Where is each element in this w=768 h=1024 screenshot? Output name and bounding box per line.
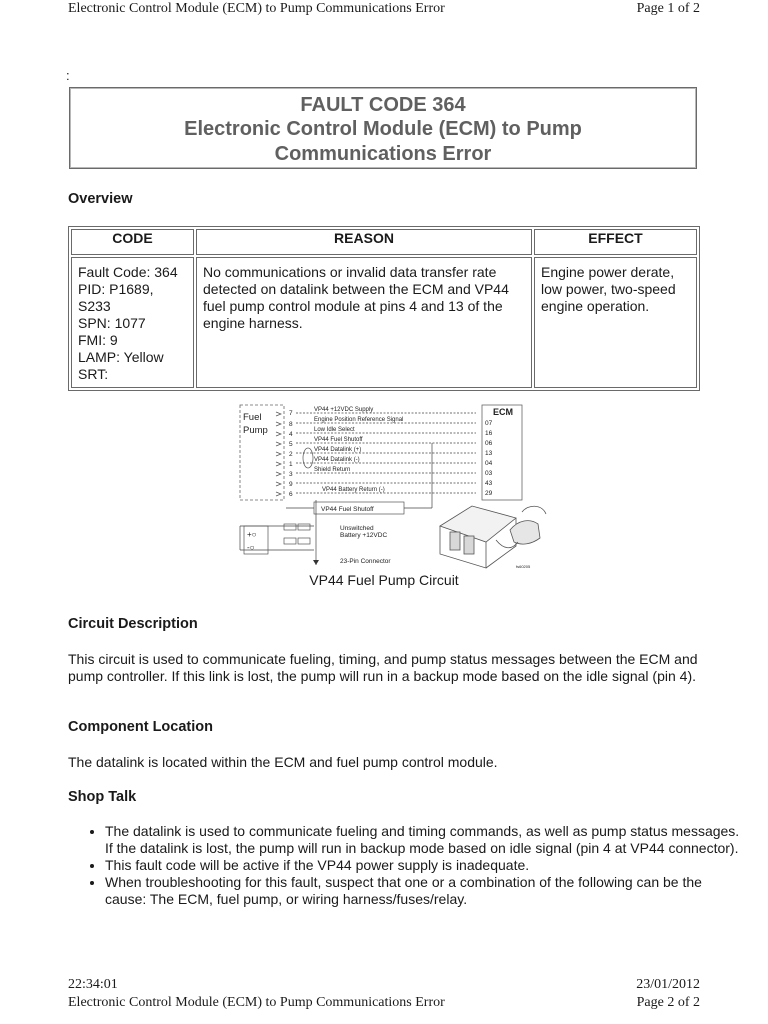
pump-pin: 5 [289,441,293,448]
signal-label: Shield Return [314,467,351,473]
ecm-label: ECM [493,407,513,417]
list-item: • When troubleshooting for this fault, suspect that one or a combination of the following can be the cause: The ECM, fuel pump, or wiring harness/fuses/relay. [105,874,745,908]
code-line: Fault Code: 364 [78,264,178,280]
component-location-text: The datalink is located within the ECM and fuel pump control module. [68,754,498,770]
unswitched-label: Unswitched [340,525,374,532]
table-header-row [71,229,697,255]
pump-pin: 9 [289,481,293,488]
code-line: SRT: [78,366,109,382]
column-header-reason: REASON [196,229,532,255]
connector-arrow-icon [313,560,319,565]
table-row [71,257,697,388]
fuel-label: Fuel [243,412,262,423]
fault-code-heading: FAULT CODE 364 [300,94,466,116]
ecm-pin: 16 [485,430,493,437]
list-item: • The datalink is used to communicate fueling and timing commands, as well as pump status messages. If the datalink is lost, the pump will run in backup mode based on idle signal (pin 4 at VP44 connector). [105,823,745,857]
ecm-module-illustration [440,506,546,568]
circuit-description-heading: Circuit Description [68,616,198,632]
fault-title-box [69,87,697,169]
vp44-circuit-diagram [236,400,548,572]
overview-table [68,226,700,391]
signal-label: Engine Position Reference Signal [314,417,404,423]
signal-label: VP44 Fuel Shutoff [314,437,363,443]
ecm-pin: 43 [485,480,493,487]
fault-title-line1: Electronic Control Module (ECM) to Pump [184,118,582,140]
pump-pin: 8 [289,421,293,428]
list-item: • This fault code will be active if the VP44 power supply is inadequate. [105,857,745,874]
figure-id: fs60205 [516,564,531,569]
code-line: S233 [78,298,111,314]
fuel-shutoff-label: VP44 Fuel Shutoff [321,506,374,513]
signal-label: VP44 Battery Return (-) [322,487,385,493]
battery-supply-label: Battery +12VDC [340,532,388,539]
ecm-pin: 06 [485,440,493,447]
ecm-pin: 04 [485,460,493,467]
battery-negative: -○ [247,543,255,552]
signal-label: Low Idle Select [314,427,355,433]
reason-cell: No communications or invalid data transfer rate detected on datalink between the ECM and VP44 fuel pump control module at pins 4 and 13 of the engine harness. [196,257,532,388]
ecm-pin: 29 [485,490,493,497]
footer-page: Page 2 of 2 [636,995,700,1010]
footer-time: 22:34:01 [68,977,118,992]
code-line: FMI: 9 [78,332,118,348]
fault-title-line2: Communications Error [274,143,492,165]
footer-title: Electronic Control Module (ECM) to Pump Communications Error [68,995,445,1010]
overview-heading: Overview [68,191,133,207]
battery-positive: +○ [247,530,257,539]
pump-pin: 7 [289,410,293,417]
pump-pin: 4 [289,431,293,438]
column-header-code: CODE [71,229,194,255]
column-header-effect: EFFECT [534,229,697,255]
colon-mark: : [66,68,70,83]
code-line: PID: P1689, [78,281,154,297]
ecm-pin: 07 [485,420,493,427]
signal-label: VP44 Datalink (-) [314,457,360,463]
connector-label: 23-Pin Connector [340,558,391,565]
code-line: SPN: 1077 [78,315,146,331]
pump-pin: 6 [289,491,293,498]
shop-talk-list [68,823,745,908]
code-cell [71,257,194,388]
footer-date: 23/01/2012 [636,977,700,992]
ecm-pin: 03 [485,470,493,477]
pump-label: Pump [243,425,268,436]
pump-pin: 1 [289,461,293,468]
signal-label: VP44 +12VDC Supply [314,407,374,413]
effect-cell: Engine power derate, low power, two-speed engine operation. [534,257,697,388]
pump-pin: 3 [289,471,293,478]
code-line: LAMP: Yellow [78,349,164,365]
page-header-title: Electronic Control Module (ECM) to Pump Communications Error [68,1,445,16]
shop-talk-heading: Shop Talk [68,789,137,805]
page-header-number: Page 1 of 2 [636,1,700,16]
pump-pin: 2 [289,451,293,458]
component-location-heading: Component Location [68,719,213,735]
circuit-description-text: This circuit is used to communicate fueling, timing, and pump status messages between the ECM and pump controller. If this link is lost, the pump will run in a backup mode based on the idle signal (pin 4). [68,651,698,684]
signal-label: VP44 Datalink (+) [314,447,362,453]
diagram-caption: VP44 Fuel Pump Circuit [309,572,459,588]
ecm-pin: 13 [485,450,493,457]
